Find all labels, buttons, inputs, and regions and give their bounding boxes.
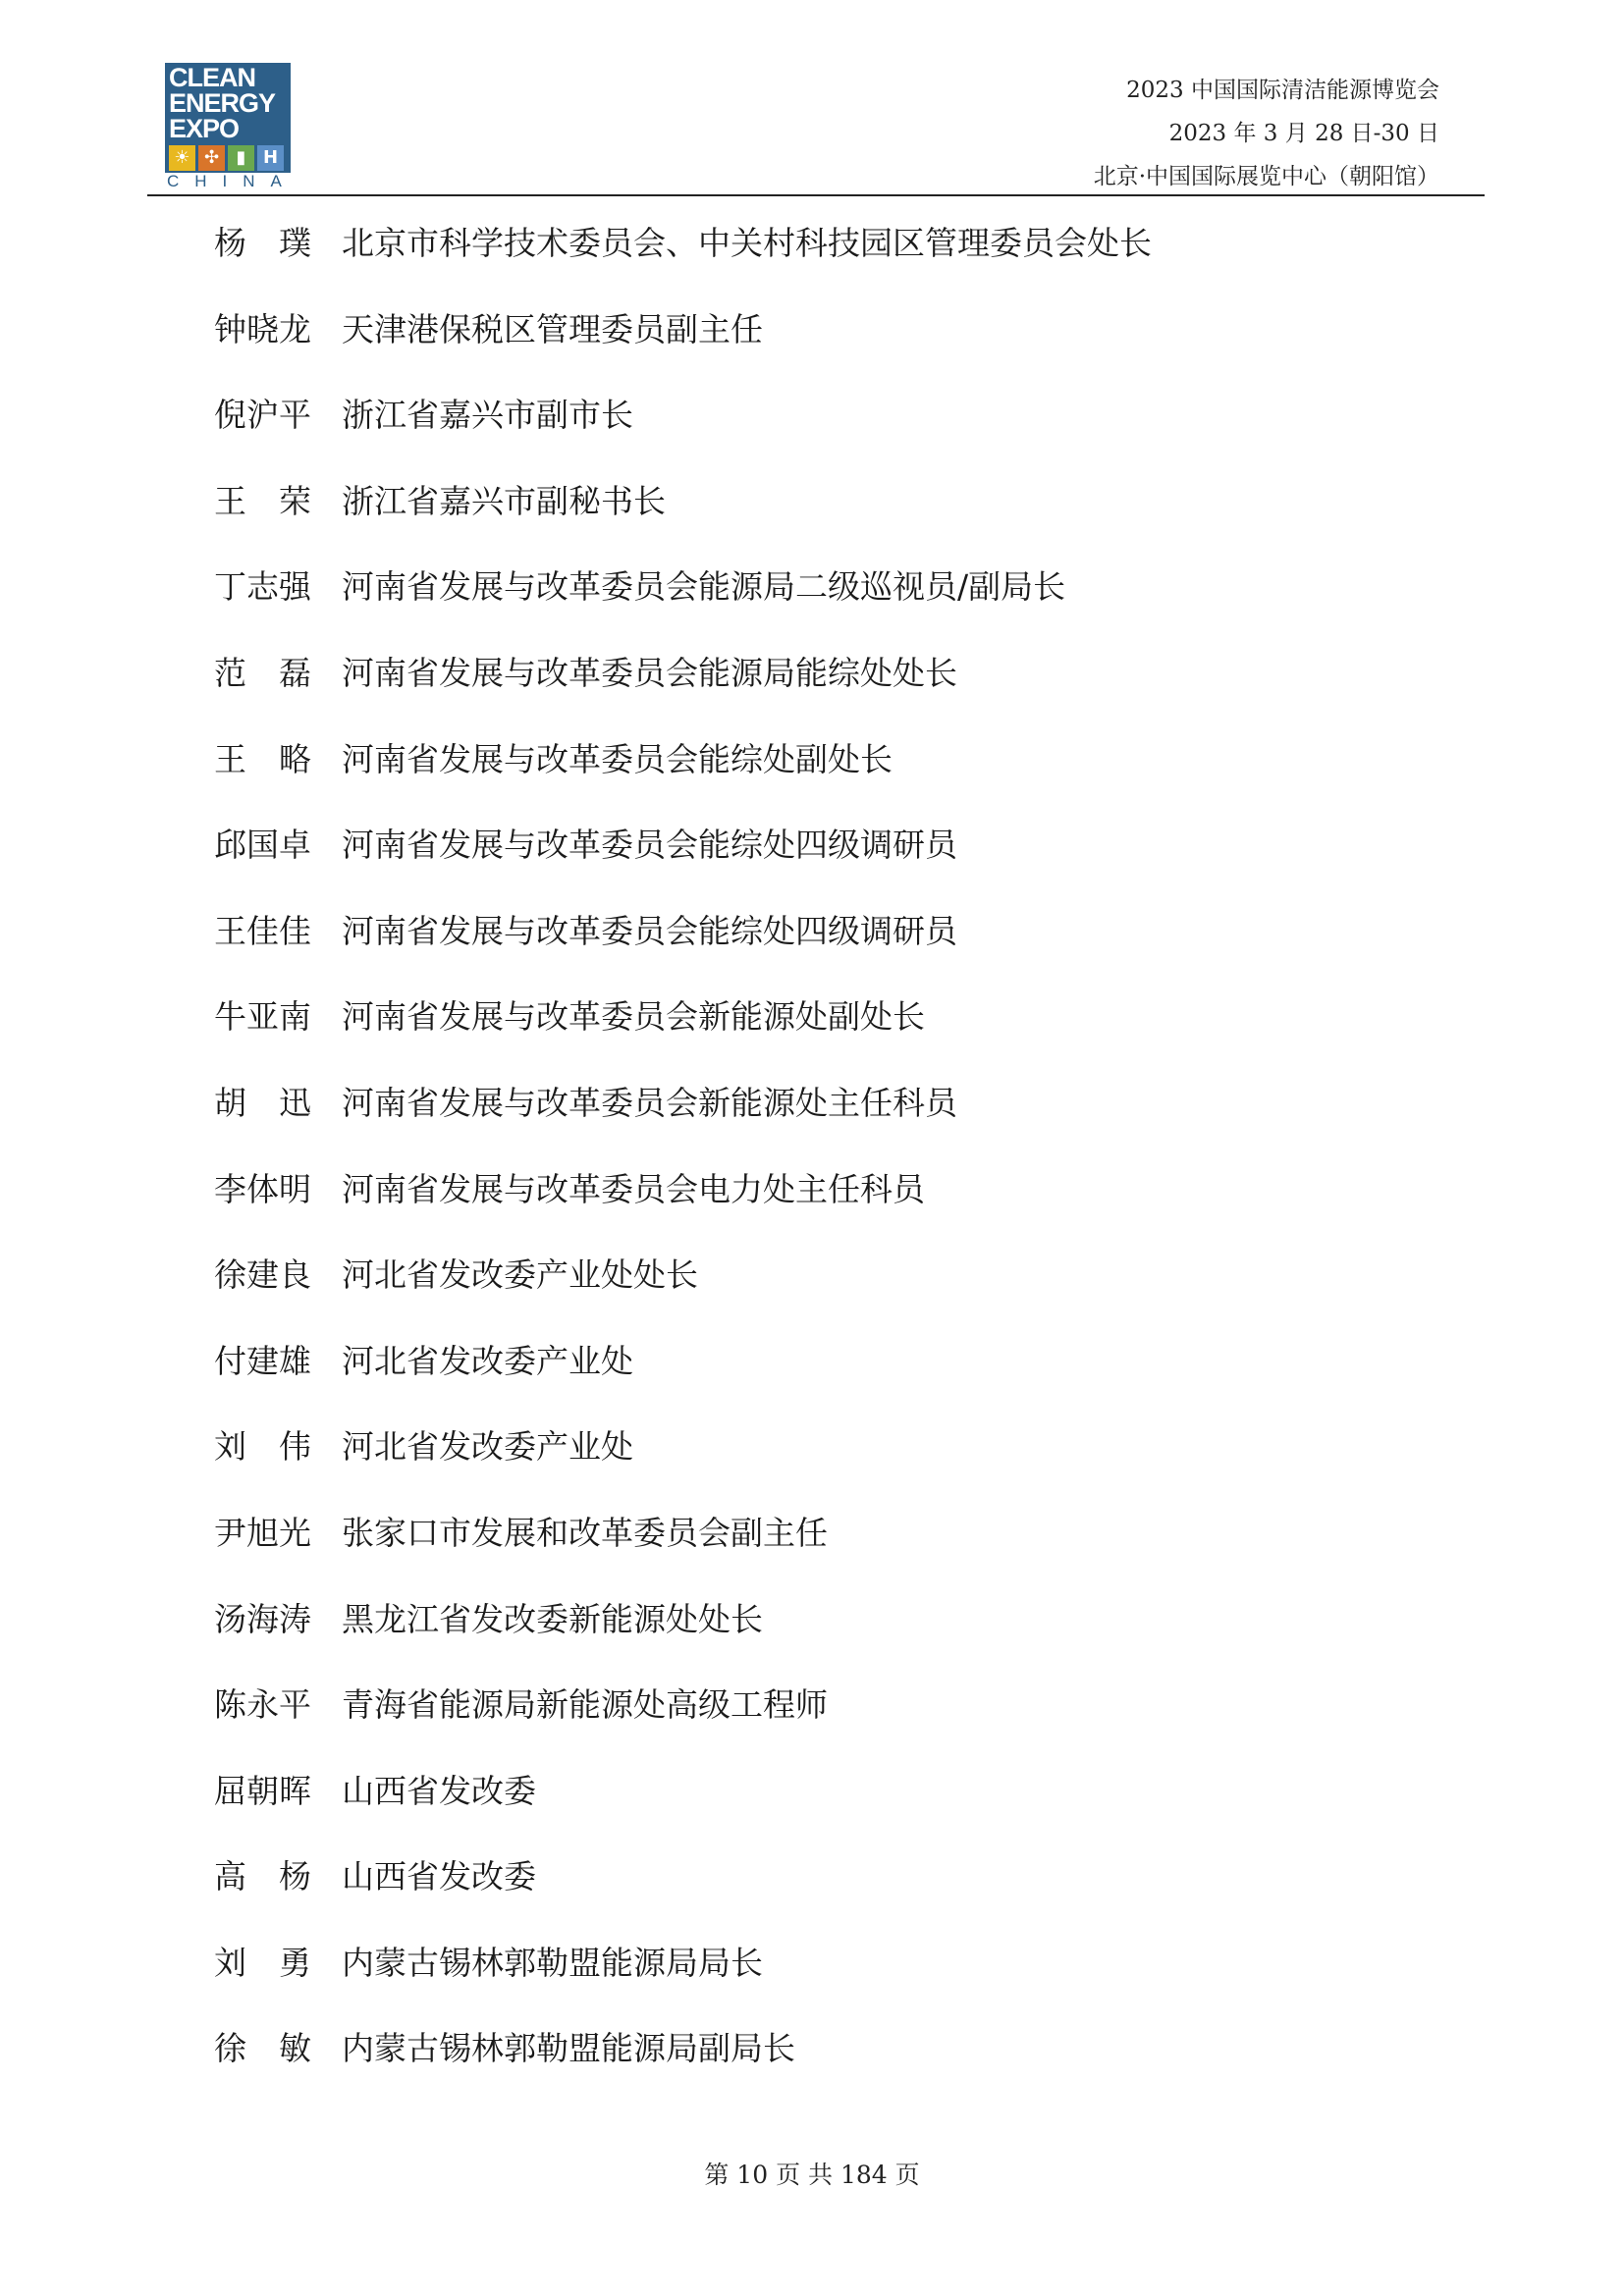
list-item	[214, 1844, 1490, 1931]
attendee-title: 内蒙古锡林郭勒盟能源局副局长	[342, 2029, 795, 2068]
attendee-name: 付建雄	[214, 1341, 311, 1380]
attendee-title: 山西省发改委	[342, 1771, 536, 1810]
attendee-name: 汤海涛	[214, 1599, 311, 1638]
attendee-title: 河北省发改委产业处	[342, 1341, 633, 1380]
attendee-title: 河南省发展与改革委员会能源局能综处处长	[342, 653, 957, 692]
logo-icons	[169, 145, 287, 171]
attendee-name: 范 磊	[214, 653, 311, 692]
attendee-name: 刘 伟	[214, 1427, 311, 1467]
list-item	[214, 1415, 1490, 1501]
attendee-title: 河南省发展与改革委员会能综处四级调研员	[342, 826, 957, 865]
event-name: 2023 中国国际清洁能源博览会	[1126, 78, 1439, 103]
attendee-name: 陈永平	[214, 1685, 311, 1725]
list-item	[214, 985, 1490, 1071]
attendee-name: 倪沪平	[214, 396, 311, 435]
list-item	[214, 1501, 1490, 1587]
attendee-name: 王 荣	[214, 481, 311, 520]
list-item	[214, 1759, 1490, 1845]
list-item	[214, 1243, 1490, 1329]
logo-box	[165, 63, 291, 173]
list-item	[214, 641, 1490, 727]
event-info	[1094, 69, 1439, 198]
list-item	[214, 469, 1490, 556]
list-item	[214, 727, 1490, 814]
attendee-name: 徐 敏	[214, 2029, 311, 2068]
logo-line-1: CLEAN	[169, 63, 255, 92]
attendee-name: 尹旭光	[214, 1513, 311, 1552]
attendee-name: 胡 迅	[214, 1083, 311, 1122]
attendee-name: 徐建良	[214, 1255, 311, 1295]
sun-icon: ☀	[169, 145, 195, 171]
attendee-name: 钟晓龙	[214, 309, 311, 348]
attendee-name: 刘 勇	[214, 1943, 311, 1982]
attendee-title: 张家口市发展和改革委员会副主任	[342, 1513, 828, 1552]
list-item	[214, 1931, 1490, 2017]
attendee-name: 牛亚南	[214, 997, 311, 1037]
attendee-title: 浙江省嘉兴市副秘书长	[342, 481, 666, 520]
attendee-name: 杨 璞	[214, 224, 311, 262]
battery-icon: ▮	[228, 145, 254, 171]
attendee-title: 河北省发改委产业处处长	[342, 1255, 698, 1295]
attendee-title: 北京市科学技术委员会、中关村科技园区管理委员会处长	[342, 224, 1152, 262]
page-header	[147, 61, 1485, 196]
list-item	[214, 2016, 1490, 2103]
attendee-title: 河南省发展与改革委员会电力处主任科员	[342, 1169, 925, 1208]
attendee-title: 天津港保税区管理委员副主任	[342, 309, 763, 348]
attendee-name: 王 略	[214, 739, 311, 778]
clean-energy-expo-logo	[165, 63, 298, 190]
list-item	[214, 1329, 1490, 1415]
attendee-name: 高 杨	[214, 1857, 311, 1896]
list-item	[214, 1071, 1490, 1157]
hydrogen-icon: H	[257, 145, 284, 171]
list-item	[214, 813, 1490, 899]
list-item	[214, 899, 1490, 986]
attendee-name: 邱国卓	[214, 826, 311, 865]
attendee-name: 丁志强	[214, 567, 311, 607]
list-item	[214, 1673, 1490, 1759]
attendee-title: 青海省能源局新能源处高级工程师	[342, 1685, 828, 1725]
attendee-title: 浙江省嘉兴市副市长	[342, 396, 633, 435]
attendee-title: 河南省发展与改革委员会能综处四级调研员	[342, 911, 957, 950]
list-item	[214, 1587, 1490, 1674]
attendee-title: 河南省发展与改革委员会能综处副处长	[342, 739, 893, 778]
list-item	[214, 211, 1490, 297]
logo-line-3: EXPO	[169, 114, 240, 143]
logo-line-2: ENERGY	[169, 88, 276, 118]
list-item	[214, 383, 1490, 469]
page-number: 第 10 页 共 184 页	[704, 2161, 920, 2189]
attendee-title: 河南省发展与改革委员会新能源处主任科员	[342, 1083, 957, 1122]
attendee-title: 内蒙古锡林郭勒盟能源局局长	[342, 1943, 763, 1982]
attendee-name: 王佳佳	[214, 911, 311, 950]
list-item	[214, 297, 1490, 384]
event-dates: 2023 年 3 月 28 日-30 日	[1168, 121, 1439, 146]
attendee-title: 黑龙江省发改委新能源处处长	[342, 1599, 763, 1638]
attendee-name: 屈朝晖	[214, 1771, 311, 1810]
wind-icon: ✣	[198, 145, 225, 171]
attendee-name: 李体明	[214, 1169, 311, 1208]
attendee-list	[214, 211, 1490, 2103]
event-venue: 北京·中国国际展览中心（朝阳馆）	[1093, 164, 1439, 189]
attendee-title: 河北省发改委产业处	[342, 1427, 633, 1467]
list-item	[214, 555, 1490, 641]
attendee-title: 河南省发展与改革委员会新能源处副处长	[342, 997, 925, 1037]
attendee-title: 河南省发展与改革委员会能源局二级巡视员/副局长	[342, 567, 1066, 607]
list-item	[214, 1157, 1490, 1244]
logo-country: CHINA	[167, 172, 298, 190]
attendee-title: 山西省发改委	[342, 1857, 536, 1896]
